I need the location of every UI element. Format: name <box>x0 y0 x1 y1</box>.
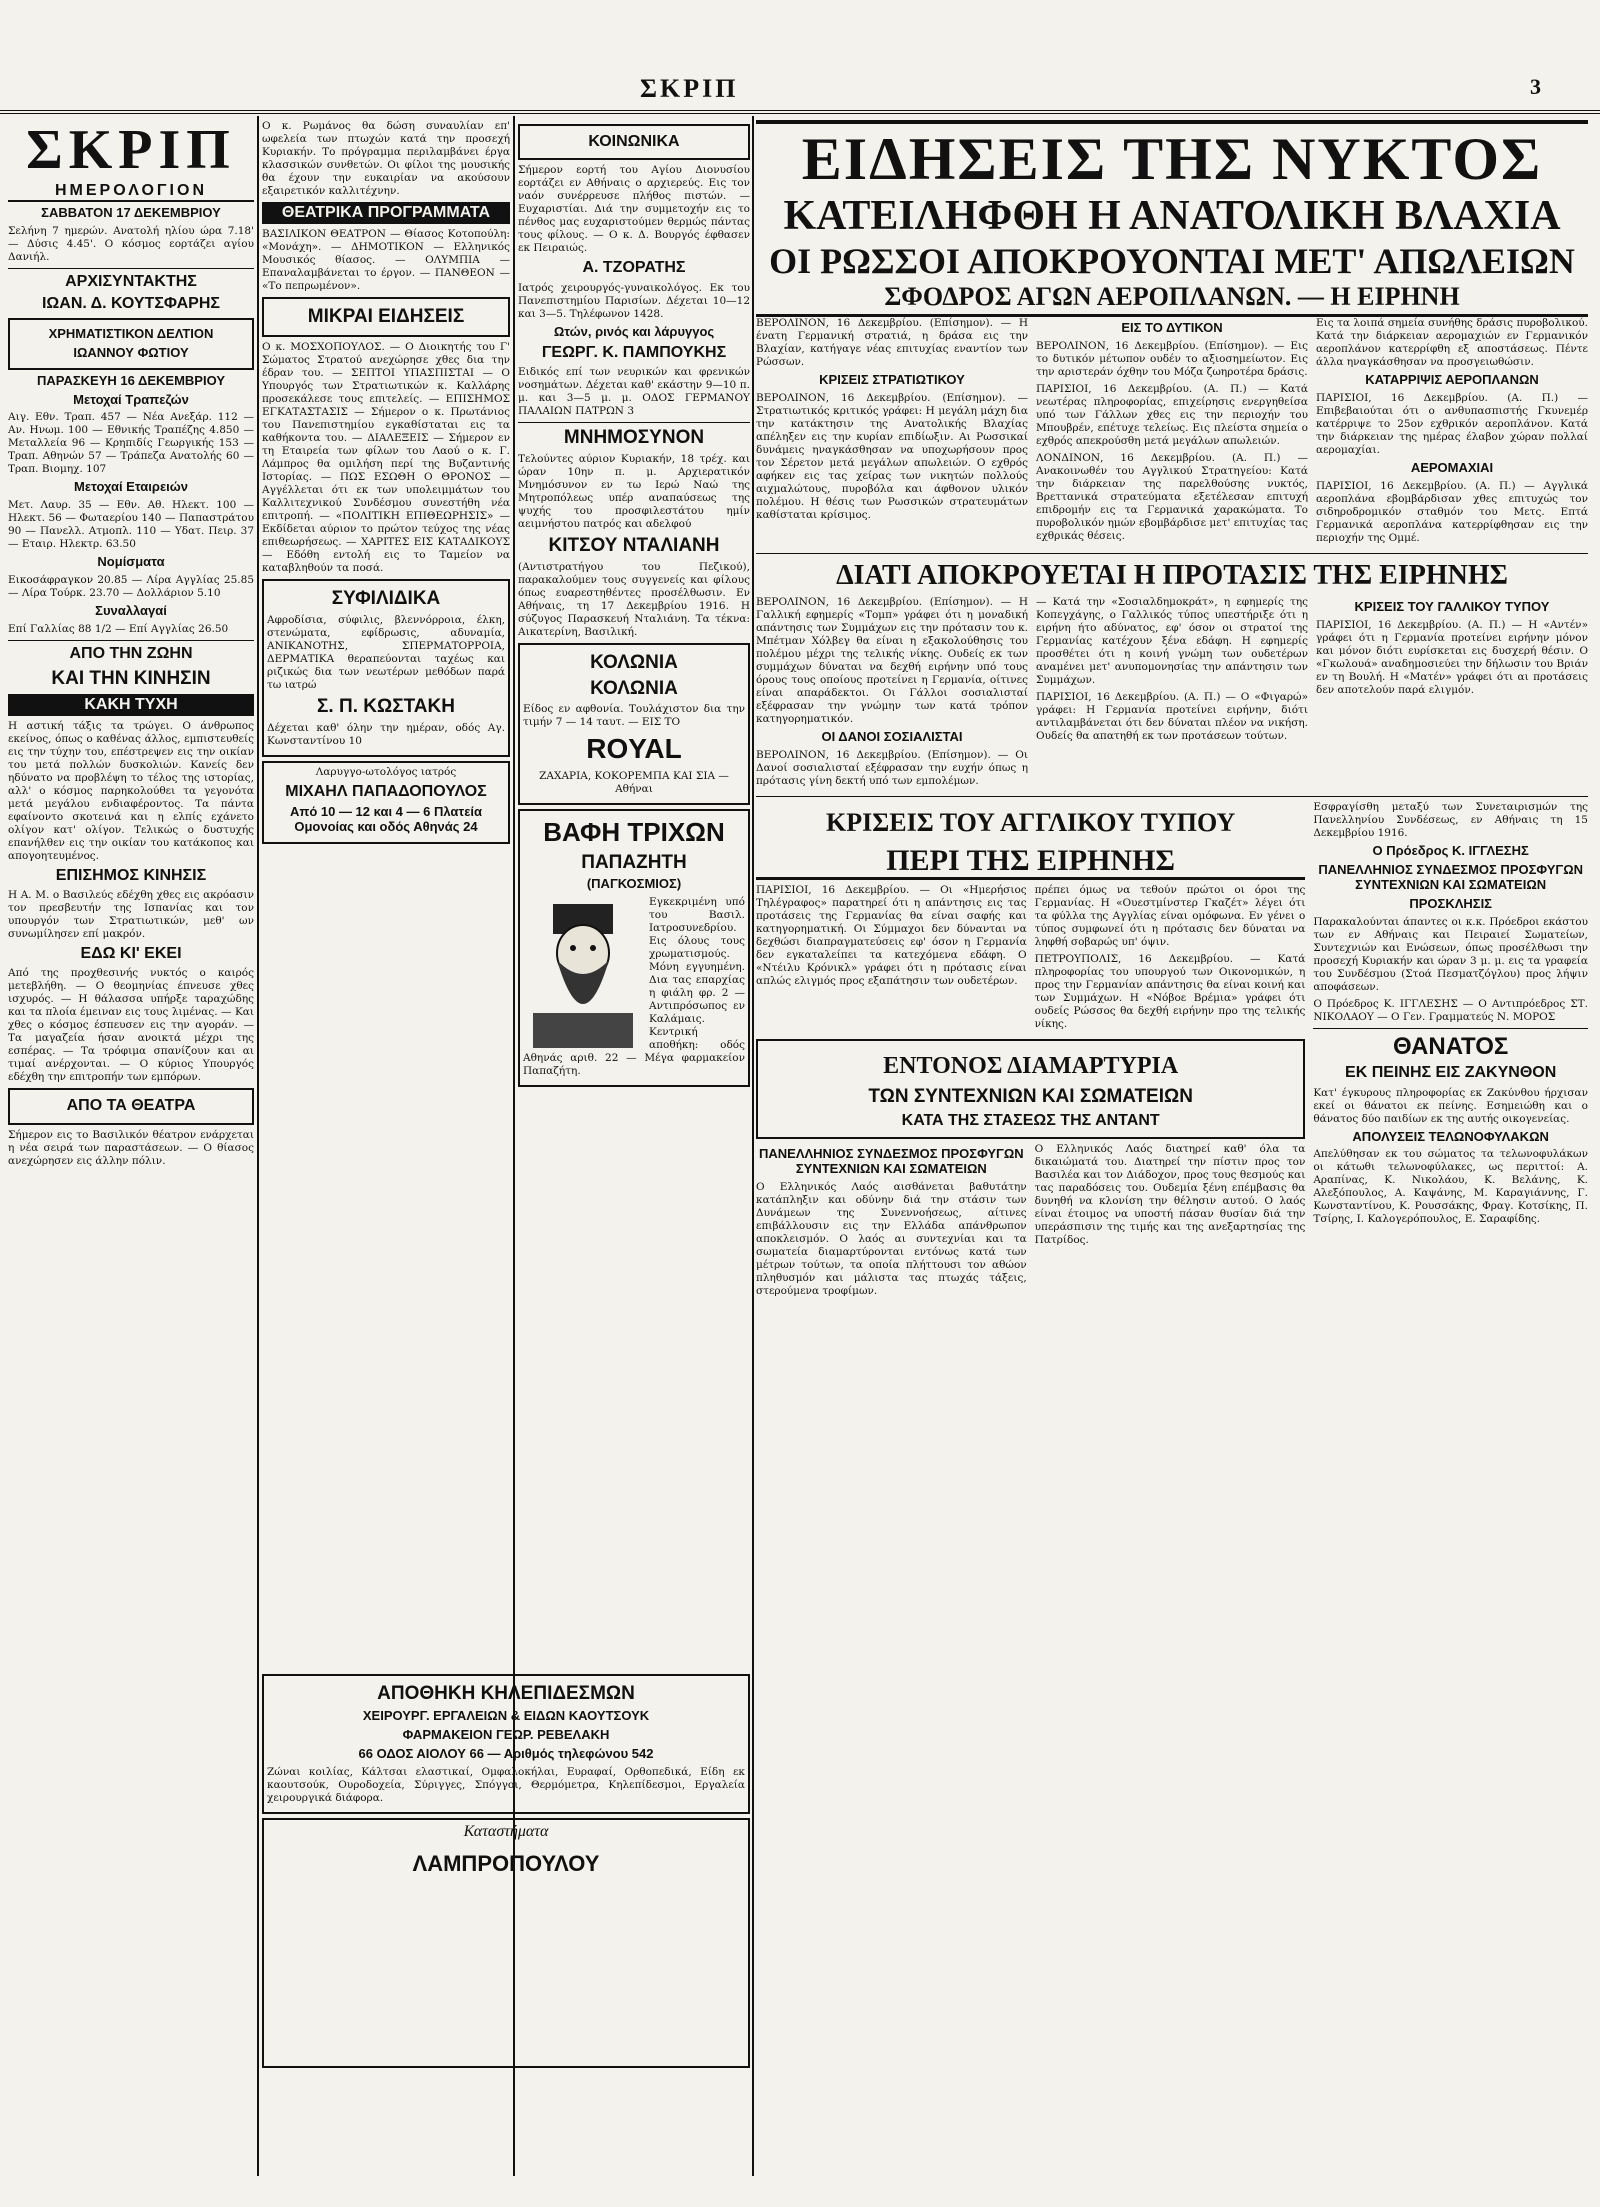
section-heading: ΠΕΡΙ ΤΗΣ ΕΙΡΗΝΗΣ <box>756 845 1305 880</box>
ad-name: ΛΑΜΠΡΟΠΟΥΛΟΥ <box>412 1850 600 1876</box>
editor-label: ΑΡΧΙΣΥΝΤΑΚΤΗΣ <box>65 272 197 290</box>
section-heading: ΠΡΟΣΚΛΗΣΙΣ <box>1409 895 1492 911</box>
editor-name: ΙΩΑΝ. Δ. ΚΟΥΤΣΦΑΡΗΣ <box>41 295 221 313</box>
calendar-text: Σελήνη 7 ημερών. Ανατολή ηλίου ώρα 7.18' — Δύσις 4.45'. Ο κόσμος εορτάζει αγίου Δανιήλ. <box>8 224 254 263</box>
column-divider <box>752 116 754 2176</box>
ad-heading: ΦΑΡΜΑΚΕΙΟΝ ΓΕΩΡ. ΡΕΒΕΛΑΚΗ <box>402 1726 610 1742</box>
ad-text: Εγκεκριμένη υπό του Βασιλ. Ιατροσυνεδρίου. Εις όλους τους χρωματισμούς. Μόνη εγγυημένη. Δια τας επαρχίας η φιάλη φρ. 2 — Αντιπρόσωπος εν Καλάμαις. Κεντρική αποθήκη: οδός Αθηνάς αριθ. 22 — Μέγα φαρμακείον Παπαζήτη. <box>523 896 745 1078</box>
article-text: Σήμερον εις το Βασιλικόν θέατρον ενάρχεται η νέα σειρά των παραστάσεων. — Ο θίασος ανεχώρησεν εις άλλην πόλιν. <box>8 1128 254 1167</box>
article-text: Τελούντες αύριον Κυριακήν, 18 τρέχ. και ώραν 10ην π. μ. Αρχιερατικόν Μνημόσυνον εν τω Ιερώ Ναώ της Μητροπόλεως υπέρ αναπαύσεως της ψυχής του προσφιλεστάτου ημίν αειμνήστου πατρός και αδελφού <box>518 452 750 530</box>
column-divider <box>257 116 259 2176</box>
article-text: ΒΕΡΟΛΙΝΟΝ, 16 Δεκεμβρίου. (Επίσημον). — Εις το δυτικόν μέτωπον ουδέν το αξιοσημείωτον. Εις την αριστεράν όχθην του Μόζα ζωηροτέρα δράσις. <box>1036 339 1308 378</box>
article-text: ΠΑΡΙΣΙΟΙ, 16 Δεκεμβρίου. (Α. Π.) — Επιβεβαιούται ότι ο ανθυπασπιστής Γκυνεμέρ κατέρριψε το 25ον εχθρικόν αεροπλάνον. Κατά την διάρκειαν της ημέρας έλαβον χώραν πολλαί αερομαχίαι. <box>1316 391 1588 456</box>
memorial-name: ΚΙΤΣΟΥ ΝΤΑΛΙΑΝΗ <box>548 534 720 556</box>
article-text: Ο Ελληνικός Λαός διατηρεί καθ' όλα τα δικαιώματά του. Διατηρεί την πίστιν προς τον Βασιλέα και τον Διάδοχον, προς τους θεσμούς και τας παραδόσεις του. Ουδεμία ξένη επέμβασις θα δυνηθή να κλονίση την θέλησιν αυτού. Ο λαός είναι έτοιμος να υποστή πάσαν θυσίαν διά την υπεράσπισιν της τιμής και της ανεξαρτησίας της Πατρίδος. <box>1034 1143 1306 1247</box>
page-number: 3 <box>1530 74 1541 99</box>
article-text: Ο κ. ΜΟΣΧΟΠΟΥΛΟΣ. — Ο Διοικητής του Γ' Σώματος Στρατού ανεχώρησε χθες δια την έδραν του. — ΣΕΠΤΟΙ ΥΠΑΣΠΙΣΤΑΙ — Ο Υπουργός των Στρατιωτικών κ. Καλλάρης προσεκάλεσε τους επιτελείς. — ΕΠΙΣΗΜΟΣ ΕΓΚΑΤΑΣΤΑΣΙΣ — Σήμερον ο κ. Πρωτάνιος του Πανεπιστημίου εγκαθίσταται εις τα καθήκοντα του. — ΔΙΑΛΕΞΕΙΣ — Σήμερον εν τη Εταιρεία των φίλων του Λαού ο κ. Γ. Λάμπρος θα ομιλήση περί της Βυζαντινής Ιστορίας. — ΠΩΣ ΕΣΩΘΗ Ο ΘΡΟΝΟΣ — Αγγέλλεται ότι εκ των υπολειμμάτων του Καλλιτεχνικού Συνδέσμου συνεστήθη νέα επιτροπή. — «ΠΟΛΙΤΙΚΗ ΕΠΙΘΕΩΡΗΣΙΣ» — Εκδίδεται αύριον το πρώτον τεύχος της νέας επιθεωρήσεως. — ΧΑΡΙΤΕΣ ΕΙΣ ΚΑΤΑΔΙΚΟΥΣ — Εδόθη εντολή εις το Ταμείον να καταβληθούν τα ποσά. <box>262 340 510 574</box>
news-row <box>756 317 1588 549</box>
finance-heading: Συναλλαγαί <box>95 603 167 619</box>
ad-text: ΖΑΧΑΡΙΑ, ΚΟΚΟΡΕΜΠΑ ΚΑΙ ΣΙΑ — Αθήναι <box>539 769 729 795</box>
news-row <box>756 596 1588 792</box>
calendar-title: ΗΜΕΡΟΛΟΓΙΟΝ <box>8 182 254 202</box>
article-text: ΠΑΡΙΣΙΟΙ, 16 Δεκεμβρίου. (Α. Π.) — Ο «Φιγαρώ» γράφει: Η Γερμανία προτείνει ειρήνην, διότι αντιλαμβάνεται ότι δεν δύναται πλέον να νικήση. Ουδείς θα απατηθή εκ των προτάσεων τούτων. <box>1036 690 1308 742</box>
section-heading: ΕΠΙΣΗΜΟΣ ΚΙΝΗΣΙΣ <box>55 866 207 884</box>
finance-text: Επί Γαλλίας 88 1/2 — Επί Αγγλίας 26.50 <box>8 623 229 636</box>
ad-text: Ζώναι κοιλίας, Κάλτσαι ελαστικαί, Ομφαλοκήλαι, Ευραφαί, Ορθοπεδικά, Είδη εκ καουτσούκ, Ουροδοχεία, Σύριγγες, Σπόγγοι, Θερμόμετρα, Κηλεπίδεσμοι, Εργαλεία χειρουργικά διάφορα. <box>267 1765 745 1804</box>
lead-subtitle: ΣΦΟΔΡΟΣ ΑΓΩΝ ΑΕΡΟΠΛΑΝΩΝ. — Η ΕΙΡΗΝΗ <box>884 282 1460 311</box>
finance-heading: Μετοχαί Τραπεζών <box>73 391 189 407</box>
ad-heading: ΧΕΙΡΟΥΡΓ. ΕΡΓΑΛΕΙΩΝ & ΕΙΔΩΝ ΚΑΟΥΤΣΟΥΚ <box>362 1707 650 1723</box>
ad-name: Α. ΤΖΟΡΑΤΗΣ <box>582 259 686 277</box>
section-heading: ΠΑΝΕΛΛΗΝΙΟΣ ΣΥΝΔΕΣΜΟΣ ΠΡΟΣΦΥΓΩΝ ΣΥΝΤΕΧΝΙΩΝ ΚΑΙ ΣΩΜΑΤΕΙΩΝ <box>758 1146 1024 1176</box>
ad-text: Από 10 — 12 και 4 — 6 Πλατεία Ομονοίας και οδός Αθηνάς 24 <box>289 803 482 834</box>
finance-heading: Μετοχαί Εταιρειών <box>74 479 188 495</box>
finance-heading: Νομίσματα <box>97 554 165 570</box>
finance-title: ΧΡΗΜΑΤΙΣΤΙΚΟΝ ΔΕΛΤΙΟΝ <box>48 325 214 341</box>
ad-name: ROYAL <box>586 733 682 765</box>
article-text: ΠΑΡΙΣΙΟΙ, 16 Δεκεμβρίου. (Α. Π.) — Η «Αντέν» γράφει ότι η Γερμανία προτείνει ειρήνην μόνον και μόνον διότι ευρίσκεται εις δυσχερή θέσιν. Ο «Γκωλουά» αναδημοσιεύει την δήλωσιν του Βριάν εν τη Βουλή. Η «Ματέν» γράφει ότι αι προτάσεις δεν αποτελούν παρά ελιγμόν. <box>1316 618 1588 696</box>
ad-heading: (ΠΑΓΚΟΣΜΙΟΣ) <box>586 876 682 892</box>
masthead: ΣΚΡΙΠ <box>26 120 236 181</box>
lead-subtitle: ΟΙ ΡΩΣΣΟΙ ΑΠΟΚΡΟΥΟΝΤΑΙ ΜΕΤ' ΑΠΩΛΕΙΩΝ <box>769 241 1575 281</box>
article-text: ΒΕΡΟΛΙΝΟΝ, 16 Δεκεμβρίου. (Επίσημον). — Οι Δανοί σοσιαλισταί εξέφρασαν την ευχήν όπως η πρότασις γίνη δεκτή υπό των εμπολέμων. <box>756 748 1028 787</box>
section-heading: ΚΟΙΝΩΝΙΚΑ <box>588 133 680 150</box>
ad-text: Ιατρός χειρουργός-γυναικολόγος. Εκ του Πανεπιστημίου Παρισίων. Δέχεται 10—12 και 3—5. Τηλέφωνον 1428. <box>518 281 750 320</box>
lead-story-header <box>756 120 1588 317</box>
article-text: Ο Ελληνικός Λαός αισθάνεται βαθυτάτην κατάπληξιν και οδύνην διά την στάσιν των Δυνάμεων της Συνεννοήσεως, αίτινες επιβάλλουσιν εις την Ελλάδα απάνθρωπον αποκλεισμόν. Ο λαός αι συντεχνίαι και τα σωματεία διαμαρτύρονται εντόνως κατά των μέτρων τούτων, τα οποία πλήττουσι τον αθώον πληθυσμόν και μάλιστα τας πτωχάς τάξεις, στερούμενα τροφίμων. <box>756 1180 1027 1297</box>
section-heading: ΕΔΩ ΚΙ' ΕΚΕΙ <box>80 944 182 962</box>
article-text: (Αντιστρατήγου του Πεζικού), παρακαλούμεν τους συγγενείς και φίλους όπως ευαρεστηθέντες προσέλθωσιν. Εν Αθήναις, τη 17 Δεκεμβρίου 1916. Η σύζυγος Παρασκευή Νταλιάνη. Τα τέκνα: Αικατερίνη, Βασιλική. <box>518 560 750 638</box>
article-text: πρέπει όμως να τεθούν πρώτοι οι όροι της Γερμανίας. Η «Ουεστμίνστερ Γκαζέτ» λέγει ότι τα φύλλα της Αγγλίας είναι ομόφωνα. Εν γένει ο τύπος συμφωνεί ότι η πρότασις δεν δύναται να ληφθή σοβαρώς υπ' όψιν. <box>1034 883 1306 948</box>
section-heading: ΠΑΝΕΛΛΗΝΙΟΣ ΣΥΝΔΕΣΜΟΣ ΠΡΟΣΦΥΓΩΝ ΣΥΝΤΕΧΝΙΩΝ ΚΑΙ ΣΩΜΑΤΕΙΩΝ <box>1318 861 1584 892</box>
section-heading: ΤΩΝ ΣΥΝΤΕΧΝΙΩΝ ΚΑΙ ΣΩΜΑΤΕΙΩΝ <box>868 1085 1193 1107</box>
section-heading: ΜΝΗΜΟΣΥΝΟΝ <box>563 427 705 449</box>
finance-date: ΠΑΡΑΣΚΕΥΗ 16 ΔΕΚΕΜΒΡΙΟΥ <box>37 372 225 388</box>
section-heading: ΑΠΟ ΤΗΝ ΖΩΗΝ <box>69 645 193 663</box>
ad-text: Ωτών, ρινός και λάρυγγος <box>553 323 715 339</box>
section-heading: ΚΑΙ ΤΗΝ ΚΙΝΗΣΙΝ <box>51 667 211 689</box>
article-text: ΒΕΡΟΛΙΝΟΝ, 16 Δεκεμβρίου. (Επίσημον). — Στρατιωτικός κριτικός γράφει: Η μεγάλη μάχη δια την κατάκτησιν της Ανατολικής Βλαχίας απέληξεν εις την κυρίαν επιδίωξιν. Αι Ρωσσικαί δυνάμεις ηναγκάσθησαν να υποχωρήσουν προς τον Σέρετον μετά μεγάλων απωλειών. Ο εχθρός αφήκεν εις τας χείρας των νικητών πολλούς αιχμαλώτους, πυροβόλα και άφθονον υλικόν πολέμου. Η θέσις των Ρωσσικών στρατευμάτων καθίσταται κρίσιμος. <box>756 391 1028 521</box>
section-heading: ΑΕΡΟΜΑΧΙΑΙ <box>1410 459 1494 475</box>
finance-text: Αιγ. Εθν. Τραπ. 457 — Νέα Ανεξάρ. 112 — Αν. Ηνωμ. 100 — Εθνικής Τραπέζης 4.850 — Μεταλλεία 96 — Κρηπιδίς Γεωργικής 153 — Τραπ. Αθηνών 57 — Τράπεζα Ανατολής 60 — Τραπ. Βιομηχ. 107 <box>8 411 254 476</box>
column-1 <box>8 120 254 1172</box>
ad-heading: ΒΑΦΗ ΤΡΙΧΩΝ <box>543 816 725 847</box>
ad-text: Ειδικός επί των νευρικών και φρενικών νοσημάτων. Δέχεται καθ' εκάστην 9—10 π. μ. και 3—5 μ. μ. ΟΔΟΣ ΓΕΡΜΑΝΟΥ ΠΑΛΑΙΩΝ ΠΑΤΡΩΝ 3 <box>518 366 750 418</box>
section-heading: ΚΑΤΑ ΤΗΣ ΣΤΑΣΕΩΣ ΤΗΣ ΑΝΤΑΝΤ <box>901 1111 1160 1129</box>
lead-subtitle: ΚΑΤΕΙΛΗΦΘΗ Η ΑΝΑΤΟΛΙΚΗ ΒΛΑΧΙΑ <box>783 193 1561 239</box>
section-heading: ΘΑΝΑΤΟΣ <box>1393 1032 1509 1060</box>
ad-heading: ΚΟΛΩΝΙΑ <box>590 651 678 673</box>
section-heading: ΜΙΚΡΑΙ ΕΙΔΗΣΕΙΣ <box>307 306 465 327</box>
article-text: Κατ' έγκυρους πληροφορίας εκ Ζακύνθου ήρχισαν εκεί οι θάνατοι εκ πείνης. Εσημειώθη και ο θάνατος δύο παιδίων εκ της αυτής οικογενείας. <box>1313 1086 1588 1125</box>
section-heading: ΑΠΟΛΥΣΕΙΣ ΤΕΛΩΝΟΦΥΛΑΚΩΝ <box>1352 1128 1549 1144</box>
article-text: ΒΕΡΟΛΙΝΟΝ, 16 Δεκεμβρίου. (Επίσημον). — Η ένατη Γερμανική στρατιά, η δράσα εις την Βλαχίαν, κατήγαγε νέας επιτυχίας εναντίον των Ρώσσων. <box>756 317 1028 368</box>
article-text: Από της προχθεσινής νυκτός ο καιρός μετεβλήθη. — Ο θεομηνίας έπνευσε χθες ισχυρός. — Η θάλασσα υπήρξε ταραχώδης και τα πλοία έμειναν εις τους λιμένας. — Και χθες ο κόσμος έσπευσεν εις την αγοράν. — Τα μαγαζεία ήσαν ανοικτά μέχρι της εσπέρας. — Τα τρόφιμα σπανίζουν και αι τιμαί ανέρχονται. — Ο κύριος Υπουργός εδέχθη την επιτροπήν των εμπόρων. <box>8 967 254 1084</box>
ad-heading: ΚΟΛΩΝΙΑ <box>590 677 678 699</box>
article-text: ΠΕΤΡΟΥΠΟΛΙΣ, 16 Δεκεμβρίου. — Κατά πληροφορίας του υπουργού των Οικονομικών, η προς την Γερμανίαν απάντησις θα είναι κοινή και των Συμμάχων. Η «Νόβοε Βρέμια» γράφει ότι ουδείς Ρώσσος θα δεχθή ειρήνην προ της τελικής νίκης. <box>1034 952 1306 1030</box>
ad-text: Δέχεται καθ' όλην την ημέραν, οδός Αγ. Κωνσταντίνου 10 <box>267 721 505 747</box>
section-heading: ΚΡΙΣΕΙΣ ΣΤΡΑΤΙΩΤΙΚΟΥ <box>819 372 965 387</box>
article-text: Η Α. Μ. ο Βασιλεύς εδέχθη χθες εις ακρόασιν τον πρεσβευτήν της Ισπανίας και τον υπουργόν των Στρατιωτικών, μεθ' ων συνωμίλησεν επί μακρόν. <box>8 888 254 940</box>
section-heading: ΚΑΚΗ ΤΥΧΗ <box>8 694 254 716</box>
finance-text: Εικοσάφραγκον 20.85 — Λίρα Αγγλίας 25.85 — Λίρα Τούρκ. 23.70 — Δολλάριον 5.10 <box>8 574 254 600</box>
article-text: ΠΑΡΙΣΙΟΙ, 16 Δεκεμβρίου. (Α. Π.) — Κατά νεωτέρας πληροφορίας, επιχείρησις ενεργηθείσα υπό των Γάλλων χθες εις την περιοχήν του Μπουβρέν, επέτυχε τελείως. Εις πλείστα σημεία ο εχθρός απεκρούσθη μετά μεγάλων απωλειών. <box>1036 382 1308 447</box>
section-heading: ΑΠΟ ΤΑ ΘΕΑΤΡΑ <box>66 1097 196 1115</box>
column-3 <box>518 120 750 1091</box>
article-text: Απελύθησαν εκ του σώματος τα τελωνοφυλάκων οι κάτωθι τελωνοφύλακες, ως περιττοί: Α. Αραπίνας, Κ. Νικολάου, Κ. Βελάνης, Κ. Αλεξόπουλος, Α. Καψάνης, Μ. Καραγιάννης, Γ. Κωνσταντίνου, Κ. Ρουσσάκης, Φραγ. Κοτσίκης, Π. Τσίρης, Ι. Καλογερόπουλος, Ε. Σαραφίδης. <box>1313 1148 1588 1226</box>
page-header <box>0 70 1600 114</box>
section-heading: ΕΙΣ ΤΟ ΔΥΤΙΚΟΝ <box>1121 320 1223 335</box>
article-text: Εις τα λοιπά σημεία συνήθης δράσις πυροβολικού. Κατά την διάρκειαν αερομαχιών εν Γερμανικόν αεροπλάνον κατερρίφθη εξ αποστάσεως. Πέντε άλλα ηναγκάσθησαν να προσγειωθώσιν. <box>1316 317 1588 368</box>
signature: Ο Πρόεδρος Κ. ΙΓΓΛΕΣΗΣ — Ο Αντιπρόεδρος ΣΤ. ΝΙΚΟΛΑΟΥ — Ο Γεν. Γραμματεύς Ν. ΜΟΡΟΣ <box>1313 997 1588 1023</box>
article-text: Εσφραγίσθη μεταξύ των Συνεταιρισμών της Πανελληνίου Συνδέσεως, εν Αθήναις τη 15 Δεκεμβρίου 1916. <box>1313 800 1588 839</box>
article-text: ΛΟΝΔΙΝΟΝ, 16 Δεκεμβρίου. (Α. Π.) — Ανακοινωθέν του Αγγλικού Στρατηγείου: Κατά την διάρκειαν της παρελθούσης νυκτός, Βρεττανικά στρατεύματα εξετέλεσαν επιτυχή επιδρομήν εις τα Γερμανικά χαρακώματα. Το πυροβολικόν ημών εβομβάρδισε μετ' επιτυχίας τας εχθρικάς θέσεις. <box>1036 451 1308 542</box>
article-text: ΒΑΣΙΛΙΚΟΝ ΘΕΑΤΡΟΝ — Θίασος Κοτοπούλη: «Μονάχη». — ΔΗΜΟΤΙΚΟΝ — Ελληνικός Μουσικός θίασος. — ΟΛΥΜΠΙΑ — Επαναλαμβάνεται το έργον. — ΠΑΝΘΕΟΝ — «Το πεπρωμένον». <box>262 228 510 292</box>
article-text: Ο κ. Ρωμάνος θα δώση συναυλίαν επ' ωφελεία των πτωχών κατά την προσεχή Κυριακήν. Το πρόγραμμα περιλαμβάνει έργα κλασσικών συνθετών. Οι φίλοι της μουσικής θα έχουν την ευκαιρίαν να ακούσουν εξαιρετικόν καλλιτέχνην. <box>262 120 510 197</box>
bearded-man-illustration <box>523 898 643 1048</box>
section-heading: ΚΑΤΑΡΡΙΨΙΣ ΑΕΡΟΠΛΑΝΩΝ <box>1365 372 1539 387</box>
ad-text: Αφροδίσια, σύφιλις, βλεννόρροια, έλκη, στενώματα, εφίδρωσις, αδυναμία, ΑΝΙΚΑΝΟΤΗΣ, ΣΠΕΡΜΑΤΟΡΡΟΙΑ, ΔΕΡΜΑΤΙΚΑ θεραπεύονται ταχέως και ριζικώς δια των νεωτέρων μεθόδων παρά τω ιατρώ <box>267 613 505 691</box>
ad-text: Είδος εν αφθονία. Τουλάχιστον δια την τιμήν 7 — 14 ταυτ. — ΕΙΣ ΤΟ <box>523 703 745 729</box>
section-heading: ΕΚ ΠΕΙΝΗΣ ΕΙΣ ΖΑΚΥΝΘΟΝ <box>1345 1064 1557 1082</box>
article-text: ΠΑΡΙΣΙΟΙ, 16 Δεκεμβρίου. — Οι «Ημερήσιος Τηλέγραφος» παρατηρεί ότι η απάντησις εις τας προτάσεις της Γερμανίας θα είναι σαφής και κατηγορηματική. Οι Σύμμαχοι δεν δύνανται να δεχθώσι διαπραγματεύσεις εφ' όσον η Γερμανία δεν εγκαταλείπει τα κατεχόμενα εδάφη. Ο «Ντέιλυ Κρόνικλ» γράφει ότι η πρότασις είναι απλώς ελιγμός προς εξαπάτησιν των ουδετέρων. <box>756 883 1027 987</box>
finance-text: Μετ. Λαυρ. 35 — Εθν. Αθ. Ηλεκτ. 100 — Ηλεκτ. 56 — Φωταερίου 140 — Παπαστράτου 90 — Πανελλ. Ατμοπλ. 110 — Υδατ. Πειρ. 37 — Εταιρ. Ηλεκτρ. 63.50 <box>8 499 254 551</box>
article-text: — Κατά την «Σοσιαλδημοκράτ», η εφημερίς της Κοπεγχάγης, ο Γαλλικός τύπος υπεστήριξε ότι η ειρήνη ήτο αδύνατος, εφ' όσον οι στρατοί της Γερμανίας κατέχουν ξένα εδάφη. Η εφημερίς προσθέτει ότι η κοινή γνώμη των ουδετέρων αναμένει μετ' ανυπομονησίας την απάντησιν των Συμμάχων. <box>1036 595 1308 686</box>
ad-name: Σ. Π. ΚΩΣΤΑΚΗ <box>317 695 455 717</box>
column-2 <box>262 120 510 848</box>
section-heading: ΚΡΙΣΕΙΣ ΤΟΥ ΑΓΓΛΙΚΟΥ ΤΥΠΟΥ <box>826 807 1236 837</box>
section-heading: ΔΙΑΤΙ ΑΠΟΚΡΟΥΕΤΑΙ Η ΠΡΟΤΑΣΙΣ ΤΗΣ ΕΙΡΗΝΗΣ <box>836 559 1508 591</box>
section-heading: ΟΙ ΔΑΝΟΙ ΣΟΣΙΑΛΙΣΤΑΙ <box>821 728 963 744</box>
news-row <box>756 801 1588 1302</box>
ad-text: 66 ΟΔΟΣ ΑΙΟΛΟΥ 66 — Αριθμός τηλεφώνου 542 <box>358 1745 654 1761</box>
article-text: ΒΕΡΟΛΙΝΟΝ, 16 Δεκεμβρίου. (Επίσημον). — Η Γαλλική εφημερίς «Τομπ» γράφει ότι η μοναδική απάντησις των Συμμάχων εις την πρότασιν του κ. Μπέτμαν Χόλβεγ θα είναι η εξακολούθησις του πολέμου μέχρι της τελικής νίκης. Ουδείς εκ των συμμάχων δύναται να δεχθή ειρήνην υπό τους όρους τους οποίους προτείνει η Γερμανία, οίτινες είναι απαράδεκτοι. Οι Γάλλοι σοσιαλισταί εξέφρασαν την γνώμην των κατά τρόπον κατηγορηματικόν. <box>756 595 1028 725</box>
ad-name: ΓΕΩΡΓ. Κ. ΠΑΜΠΟΥΚΗΣ <box>541 343 727 361</box>
section-heading: ΕΝΤΟΝΟΣ ΔΙΑΜΑΡΤΥΡΙΑ <box>883 1052 1179 1079</box>
pharmacy-ad <box>262 1670 750 2072</box>
article-text: Σήμερον εορτή του Αγίου Διονυσίου εορτάζει εν Αθήναις ο αρχιερεύς. Εις τον ναόν συνέρρευσε πλήθος πιστών. — Ευχαριστίαι. Διά την συμμετοχήν εις το πένθος μας ευχαριστούμεν θερμώς πάντας τους φίλους. — Ο κ. Δ. Βουργός έφθασεν εκ Πειραιώς. <box>518 164 750 255</box>
paper-name: ΣΚΡΙΠ <box>640 74 739 103</box>
ad-heading: ΑΠΟΘΗΚΗ ΚΗΛΕΠΙΔΕΣΜΩΝ <box>377 1683 635 1704</box>
lead-title: ΕΙΔΗΣΕΙΣ ΤΗΣ ΝΥΚΤΟΣ <box>801 126 1543 192</box>
column-4 <box>756 120 1588 1302</box>
ad-text: Καταστήματα <box>463 1822 549 1840</box>
ad-text: Λαρυγγο-ωτολόγος ιατρός <box>315 765 457 778</box>
calendar-date: ΣΑΒΒΑΤΟΝ 17 ΔΕΚΕΜΒΡΙΟΥ <box>41 205 221 220</box>
article-text: Παρακαλούνται άπαντες οι κ.κ. Πρόεδροι εκάστου των εν Αθήναις και Πειραιεί Σωματείων, Συντεχνιών και Ενώσεων, όπως προσέλθωσι την προσεχή Κυριακήν και ώραν 3 μ. μ. εις τα γραφεία του Συνδέσμου (Στοά Πεσματζόγλου) προς λήψιν αποφάσεων. <box>1313 915 1588 993</box>
section-heading: ΘΕΑΤΡΙΚΑ ΠΡΟΓΡΑΜΜΑΤΑ <box>262 202 510 224</box>
article-text: ΠΑΡΙΣΙΟΙ, 16 Δεκεμβρίου. (Α. Π.) — Αγγλικά αεροπλάνα εβομβάρδισαν χθες επιτυχώς τον σιδηροδρομικόν σταθμόν του Μετς. Επτά Γερμανικά αεροπλάνα κατερρίφθησαν εις την περιοχήν της Ομμέ. <box>1316 479 1588 544</box>
article-text: Η αστική τάξις τα τρώγει. Ο άνθρωπος εκείνος, όπως ο καθένας άλλος, εμπιστευθείς εις την τύχην του, επέστρεψεν εις την οικίαν του μετά πολλών δυσκολιών. Κανείς δεν ηδύνατο να προβλέψη το τέλος της ιστορίας, αλλ' ο κόσμος παρηκολούθει τα γεγονότα μετά μεγάλου ενδιαφέροντος. Τα πάντα εφαίνοντο σκοτεινά και η ελπίς εχάνετο ολίγον κατ' ολίγον. Τελικώς ο δυστυχής επανήλθεν εις την οικίαν του κατάκοπος και απογοητευμένος. <box>8 719 254 862</box>
ad-name: ΜΙΧΑΗΛ ΠΑΠΑΔΟΠΟΥΛΟΣ <box>285 782 487 800</box>
ad-heading: ΣΥΦΙΛΙΔΙΚΑ <box>331 587 441 609</box>
ad-heading: ΠΑΠΑΖΗΤΗ <box>581 851 687 873</box>
signature: Ο Πρόεδρος Κ. ΙΓΓΛΕΣΗΣ <box>1372 842 1529 858</box>
finance-name: ΙΩΑΝΝΟΥ ΦΩΤΙΟΥ <box>73 344 189 360</box>
section-heading: ΚΡΙΣΕΙΣ ΤΟΥ ΓΑΛΛΙΚΟΥ ΤΥΠΟΥ <box>1354 598 1550 614</box>
